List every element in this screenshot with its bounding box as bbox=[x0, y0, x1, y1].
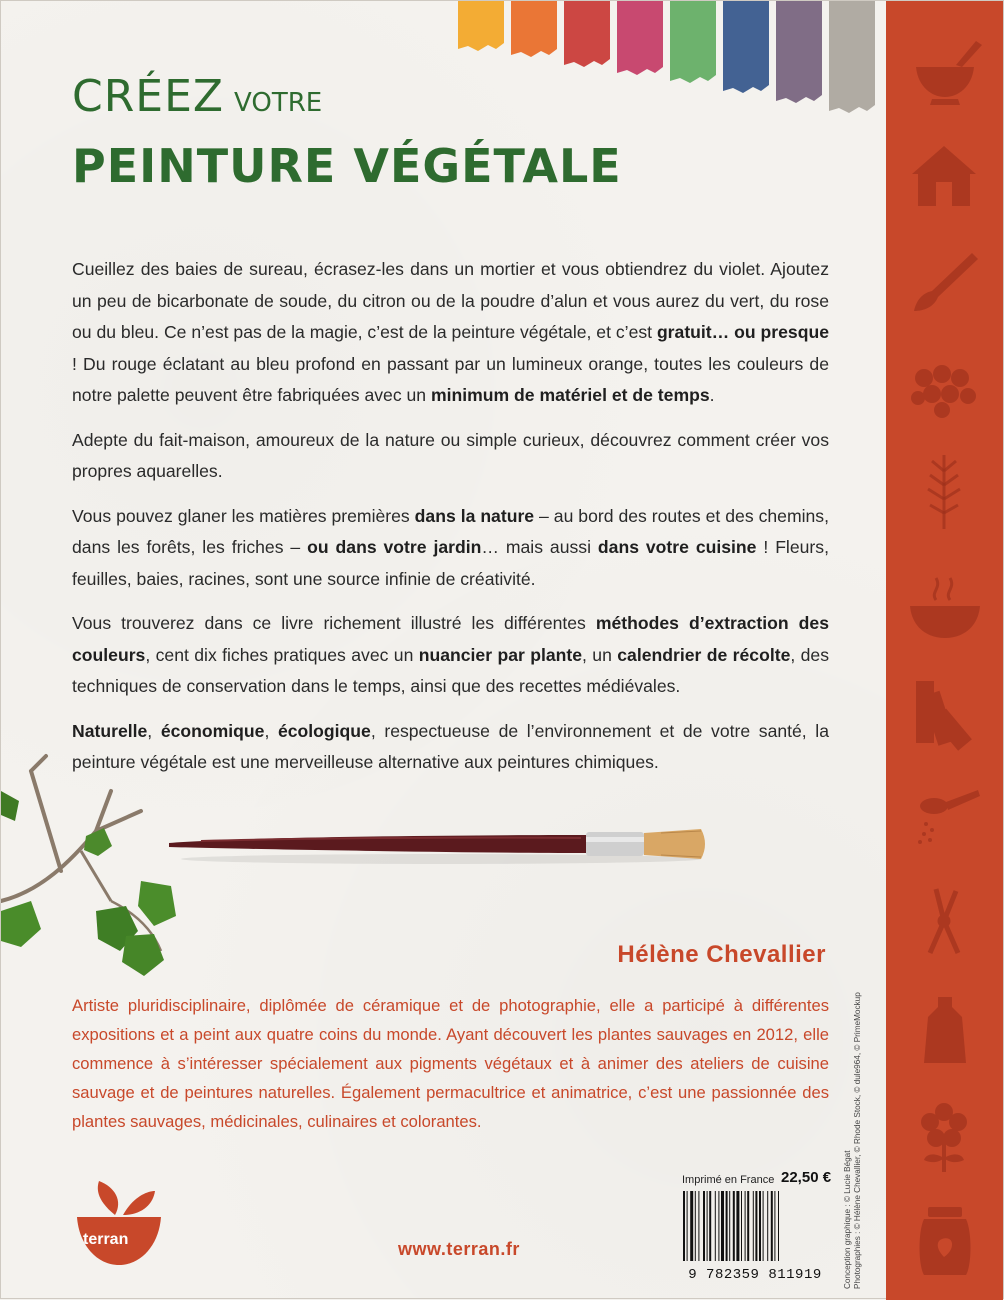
barcode-bar bbox=[747, 1191, 749, 1261]
swatch-2 bbox=[511, 1, 557, 57]
jar-icon bbox=[886, 1201, 1003, 1281]
herb-sprig-icon bbox=[886, 451, 1003, 531]
barcode-bar bbox=[729, 1191, 730, 1261]
barcode-bar bbox=[753, 1191, 754, 1261]
barcode-bar bbox=[767, 1191, 768, 1261]
flower-icon bbox=[886, 1096, 1003, 1176]
credits-photos: Photographies : © Hélène Chevallier, © Rhode Stock, © dule964, © PrimeMockup bbox=[853, 992, 862, 1289]
barcode bbox=[681, 1191, 829, 1261]
credits-design: Conception graphique : © Lucie Bégat bbox=[843, 1150, 852, 1289]
barcode-bar bbox=[774, 1191, 775, 1261]
barcode-bar bbox=[721, 1191, 724, 1261]
barcode-bar bbox=[707, 1191, 708, 1261]
printed-in-france: Imprimé en France bbox=[682, 1174, 775, 1186]
author-name: Hélène Chevallier bbox=[617, 941, 826, 968]
barcode-bar bbox=[709, 1191, 711, 1261]
publisher-name: terran bbox=[83, 1231, 129, 1248]
paragraph-5: Naturelle, économique, écologique, respectueuse de l’environnement et de votre santé, la peinture végétale est une merveilleuse alternative aux peintures chimiques. bbox=[72, 720, 830, 772]
barcode-bar bbox=[718, 1191, 719, 1261]
paintbrush-icon bbox=[886, 241, 1003, 321]
swatch-7 bbox=[776, 1, 822, 103]
house-icon bbox=[886, 136, 1003, 216]
paintbrush-illustration bbox=[161, 819, 721, 869]
title-line-2: PEINTURE VÉGÉTALE bbox=[72, 139, 622, 193]
barcode-bar bbox=[778, 1191, 779, 1261]
barcode-bar bbox=[771, 1191, 773, 1261]
barcode-bar bbox=[683, 1191, 685, 1261]
watercolor-swatches bbox=[456, 1, 881, 116]
swatch-1 bbox=[458, 1, 504, 51]
steaming-bowl-icon bbox=[886, 566, 1003, 646]
icon-sidebar bbox=[886, 1, 1003, 1300]
color-swatch-icon bbox=[886, 671, 1003, 751]
barcode-bar bbox=[690, 1191, 693, 1261]
isbn-number: 9 782359 811919 bbox=[688, 1267, 822, 1283]
pruning-shears-icon bbox=[886, 881, 1003, 961]
paragraph-2: Adepte du fait-maison, amoureux de la nature ou simple curieux, découvrez comment créer vos propres aquarelles. bbox=[72, 429, 829, 481]
terran-logo bbox=[75, 1179, 163, 1269]
barcode-bar bbox=[763, 1191, 764, 1261]
swatch-8 bbox=[829, 1, 875, 113]
swatch-5 bbox=[670, 1, 716, 83]
swatch-3 bbox=[564, 1, 610, 67]
ivy-branch-illustration bbox=[1, 751, 201, 991]
berries-icon bbox=[886, 344, 1003, 424]
paragraph-3: Vous pouvez glaner les matières premières dans la nature – au bord des routes et des chemins, dans les forêts, les friches – ou dans votre jardin… mais aussi dans votre cuisine ! Fleurs, feuilles, baies, racines, sont une source infinie de créativité. bbox=[72, 505, 829, 589]
title-line-1 bbox=[72, 71, 322, 122]
credits bbox=[843, 992, 862, 1291]
paragraph-1: Cueillez des baies de sureau, écrasez-les dans un mortier et vous obtiendrez du violet. Ajoutez un peu de bicarbonate de soude, du citron ou de la poudre d’alun et vous aurez du vert, du rose ou du bleu. Ce n’est pas de la magie, c’est de la peinture végétale, et c’est gratuit… ou presque ! Du rouge éclatant au bleu profond en passant par un lumineux orange, toutes les couleurs de notre palette peuvent être fabriquées avec un minimum de matériel et de temps. bbox=[72, 259, 829, 405]
swatch-4 bbox=[617, 1, 663, 75]
barcode-bar bbox=[755, 1191, 757, 1261]
mortar-icon bbox=[886, 29, 1003, 109]
barcode-bar bbox=[695, 1191, 696, 1261]
swatch-strip bbox=[456, 1, 881, 116]
paragraph-4: Vous trouverez dans ce livre richement illustré les différentes méthodes d’extraction des couleurs, cent dix fiches pratiques avec un nuancier par plante, un calendrier de récolte, des techniques de conservation dans le temps, ainsi que des recettes médiévales. bbox=[72, 613, 830, 696]
title-word-votre: VOTRE bbox=[234, 88, 323, 118]
barcode-bar bbox=[745, 1191, 746, 1261]
title-word-creez: CRÉEZ bbox=[72, 71, 225, 122]
barcode-bar bbox=[759, 1191, 761, 1261]
spoon-powder-icon bbox=[886, 776, 1003, 856]
price: 22,50 € bbox=[781, 1169, 832, 1186]
publisher-url[interactable]: www.terran.fr bbox=[398, 1239, 520, 1259]
barcode-bar bbox=[715, 1191, 716, 1261]
barcode-bar bbox=[733, 1191, 735, 1261]
swatch-6 bbox=[723, 1, 769, 93]
barcode-bar bbox=[703, 1191, 705, 1261]
barcode-bar bbox=[736, 1191, 739, 1261]
bottle-icon bbox=[886, 991, 1003, 1071]
barcode-bar bbox=[741, 1191, 742, 1261]
barcode-bar bbox=[698, 1191, 699, 1261]
description-text bbox=[72, 254, 829, 792]
author-bio: Artiste pluridisciplinaire, diplômée de céramique et de photographie, elle a participé à différentes expositions et a peint aux quatre coins du monde. Ayant découvert les plantes sauvages en 2012, elle commence à s’intéresser spécialement aux pigments végétaux et à animer des ateliers de cuisine sauvage et de peintures naturelles. Également permacultrice et animatrice, c’est une passionnée des plantes sauvages, médicinales, culinaires et colorantes. bbox=[72, 996, 829, 1131]
barcode-bar bbox=[687, 1191, 688, 1261]
barcode-bar bbox=[726, 1191, 728, 1261]
